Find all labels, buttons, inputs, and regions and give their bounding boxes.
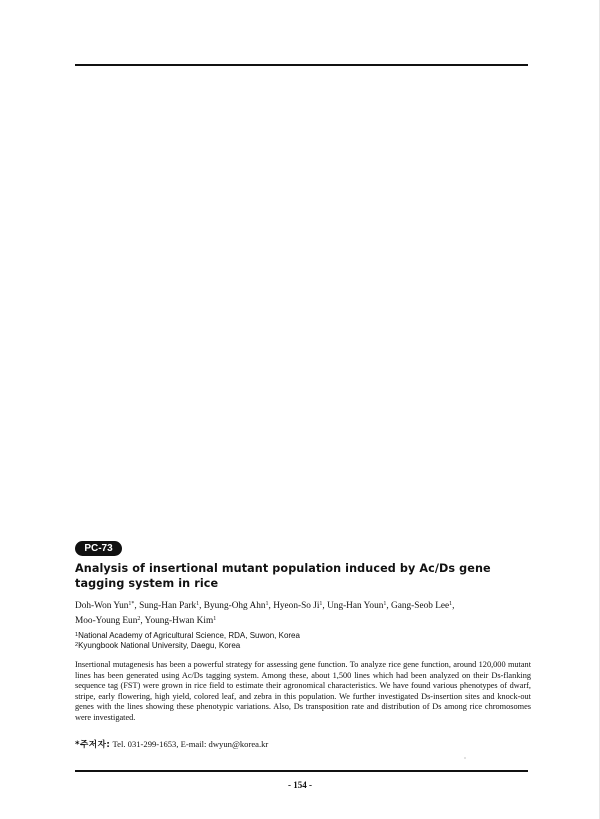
author-affil-sup: 1 [265, 601, 269, 607]
author-separator: , [452, 601, 455, 611]
affiliation [75, 641, 535, 651]
affiliation-list [75, 631, 535, 651]
author-list [75, 599, 535, 629]
poster-tag-badge: PC-73 [75, 541, 122, 556]
author-affil-sup: 1 [449, 601, 453, 607]
author-affil-sup: 2 [137, 616, 141, 622]
author-separator: , [199, 601, 204, 611]
page-number: - 154 - [288, 780, 312, 790]
author: Doh-Won Yun [75, 601, 129, 611]
affiliation-text: National Academy of Agricultural Science, RDA, Suwon, Korea [78, 631, 300, 640]
contact-details: Tel. 031-299-1653, E-mail: dwyun@korea.kr [112, 739, 269, 749]
author-separator: , [268, 601, 274, 611]
abstract-body: Insertional mutagenesis has been a powerful strategy for assessing gene function. To analyze rice gene function, around 120,000 mutant lines has been generated using Ac/Ds tagging system. Among these, about 1,500 lines which had been analyzed on their Ds-flanking sequence tag (FST) were grown in rice field to estimate their agronomical characteristics. We have found various phenotypes of dwarf, stripe, early flowering, high yield, colored leaf, and zebra in this population. We further investigated Ds-insertion sites and knock-out genes with the lines showing these phenotypic variations. Also, Ds transposition rate and distribution of Ds among rice chromosomes were investigated. [75, 660, 531, 722]
author-affil-sup: 1* [128, 601, 135, 607]
bottom-rule [75, 770, 528, 772]
paper-title: Analysis of insertional mutant population induced by Ac/Ds gene tagging system in rice [75, 562, 491, 590]
affiliation-text: Kyungbook National University, Daegu, Korea [78, 641, 241, 650]
author-affil-sup: 1 [319, 601, 323, 607]
affiliation-sup: 1 [75, 632, 79, 638]
author-separator: , [134, 601, 140, 611]
author: Byung-Ohg Ahn [203, 601, 266, 611]
author: Sung-Han Park [139, 601, 197, 611]
author: Gang-Seob Lee [391, 601, 450, 611]
affiliation [75, 631, 535, 641]
contact-label: *주저자: [75, 740, 111, 750]
author: Ung-Han Youn [327, 601, 384, 611]
author: Young-Hwan Kim [144, 616, 214, 626]
author: Moo-Young Eun [75, 616, 138, 626]
author-affil-sup: 1 [196, 601, 200, 607]
corresponding-author-contact [75, 738, 535, 751]
author: Hyeon-So Ji [273, 601, 320, 611]
author-separator: , [386, 601, 392, 611]
author-separator: , [322, 601, 328, 611]
top-rule [75, 64, 528, 66]
scan-speck [464, 757, 466, 759]
affiliation-sup: 2 [75, 642, 79, 648]
author-affil-sup: 1 [383, 601, 387, 607]
author-affil-sup: 1 [213, 616, 217, 622]
author-separator: , [140, 616, 145, 626]
